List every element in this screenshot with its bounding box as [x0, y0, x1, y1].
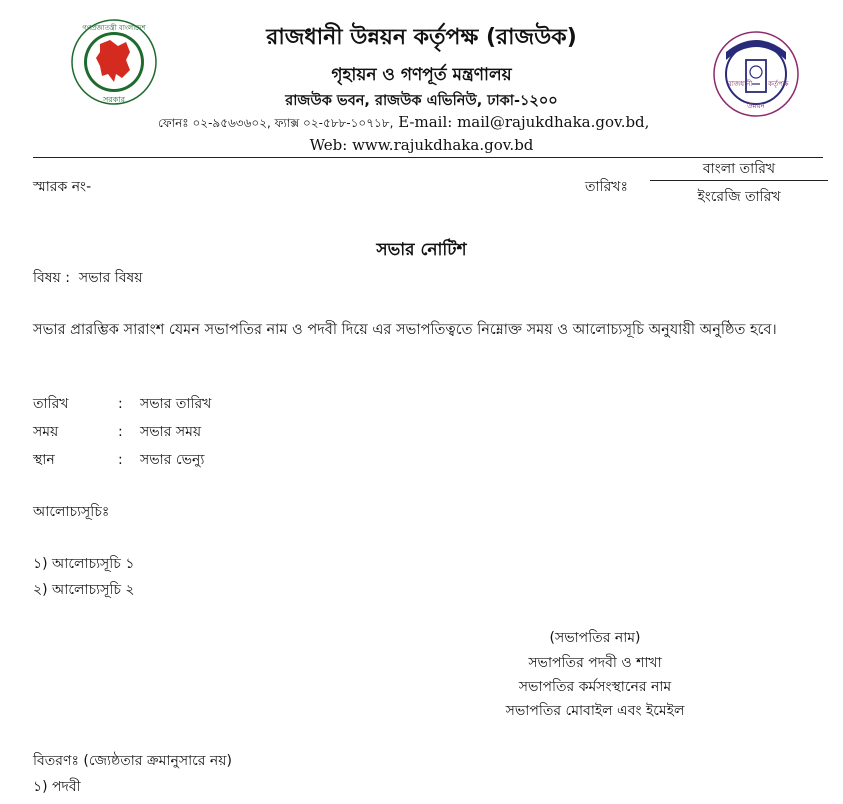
svg-text:রাজধানী: রাজধানী — [728, 80, 753, 88]
email-address: E-mail: mail@rajukdhaka.gov.bd, — [398, 113, 650, 131]
distribution-item: ১) পদবী — [33, 779, 81, 795]
chairperson-contact: সভাপতির মোবাইল এবং ইমেইল — [505, 703, 685, 719]
ministry-name: গৃহায়ন ও গণপূর্ত মন্ত্রণালয় — [331, 65, 512, 85]
svg-text:উন্নয়ন: উন্নয়ন — [747, 102, 765, 110]
date-label: তারিখঃ — [585, 179, 628, 195]
notice-title: সভার নোটিশ — [376, 240, 467, 260]
chairperson-workplace: সভাপতির কর্মসংস্থানের নাম — [518, 679, 672, 695]
chairperson-designation: সভাপতির পদবী ও শাখা — [528, 655, 662, 671]
distribution-heading: বিতরণঃ (জ্যেষ্ঠতার ক্রমানুসারে নয়) — [33, 753, 232, 769]
detail-separator: : — [118, 396, 123, 412]
detail-value: সভার সময় — [140, 424, 202, 440]
detail-value: সভার ভেন্যু — [140, 452, 205, 468]
svg-text:কর্তৃপক্ষ: কর্তৃপক্ষ — [768, 80, 789, 88]
agenda-item: ২) আলোচ্যসূচি ২ — [33, 582, 135, 598]
svg-text:সরকার: সরকার — [102, 95, 126, 104]
svg-text:গণপ্রজাতন্ত্রী বাংলাদেশ: গণপ্রজাতন্ত্রী বাংলাদেশ — [82, 24, 146, 32]
detail-value: সভার তারিখ — [140, 396, 212, 412]
detail-key: তারিখ — [33, 396, 69, 412]
notice-paragraph: সভার প্রারম্ভিক সারাংশ যেমন সভাপতির নাম ও পদবী দিয়ে এর সভাপতিত্বতে নিম্নোক্ত সময় ও আলোচ্যসূচি অনুযায়ী অনুষ্ঠিত হবে। — [33, 322, 777, 338]
website-url: Web: www.rajukdhaka.gov.bd — [309, 136, 534, 154]
organization-address: রাজউক ভবন, রাজউক এভিনিউ, ঢাকা-১২০০ — [285, 93, 558, 109]
detail-row-date — [33, 392, 211, 416]
detail-separator: : — [118, 452, 123, 468]
memo-number-label: স্মারক নং- — [33, 179, 92, 195]
notice-subject: বিষয় : সভার বিষয় — [33, 270, 143, 286]
date-divider — [650, 180, 828, 181]
bangla-date: বাংলা তারিখ — [702, 161, 776, 177]
agenda-heading: আলোচ্যসূচিঃ — [33, 504, 110, 520]
detail-separator: : — [118, 424, 123, 440]
phone-fax: ফোনঃ ০২-৯৫৬৩৬০২, ফ্যাক্স ০২-৫৮৮-১০৭১৮, — [158, 116, 394, 130]
chairperson-name: (সভাপতির নাম) — [549, 630, 641, 646]
contact-line — [158, 113, 649, 135]
english-date: ইংরেজি তারিখ — [697, 189, 781, 205]
detail-row-venue — [33, 448, 204, 472]
detail-row-time — [33, 420, 201, 444]
detail-key: স্থান — [33, 452, 55, 468]
detail-key: সময় — [33, 424, 59, 440]
organization-title: রাজধানী উন্নয়ন কর্তৃপক্ষ (রাজউক) — [266, 25, 577, 50]
agenda-item: ১) আলোচ্যসূচি ১ — [33, 556, 135, 572]
